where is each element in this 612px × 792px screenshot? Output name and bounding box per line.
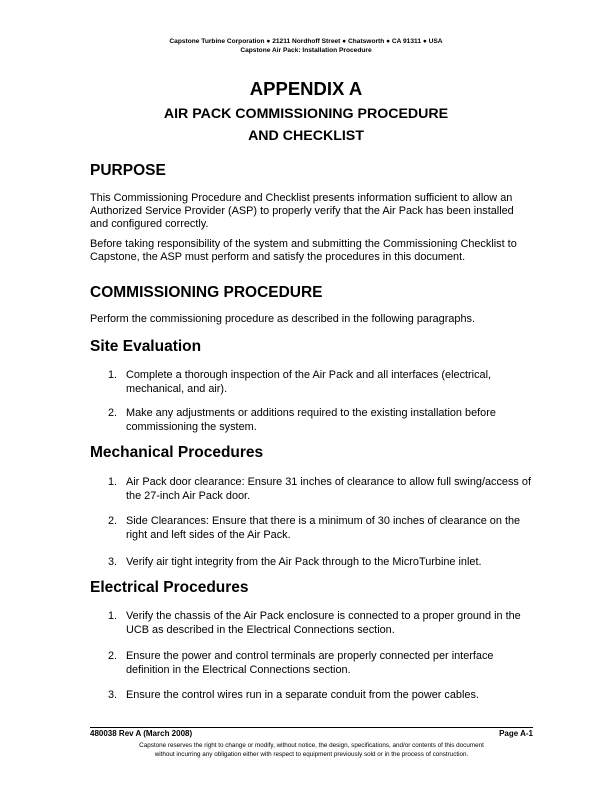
list-item-text: Verify the chassis of the Air Pack enclosure is connected to a proper ground in the UCB as described in the Electrical Connections section. [126,610,521,636]
list-item-number: 3. [108,556,118,568]
list-item-text: Make any adjustments or additions required to the existing installation before commissioning the system. [126,407,496,433]
list-item-text: Ensure the control wires run in a separate conduit from the power cables. [126,689,479,701]
footer-disclaimer-line2: without incurring any obligation either with respect to equipment previously sold or in the process of construction. [154,751,469,758]
list-item [108,476,533,503]
list-item [108,689,533,703]
header-address: Capstone Turbine Corporation ● 21211 Nordhoff Street ● Chatsworth ● CA 91311 ● USA [169,38,443,45]
purpose-paragraph-2: Before taking responsibility of the system and submitting the Commissioning Checklist to Capstone, the ASP must perform and satisfy the procedures in this document. [90,238,517,263]
purpose-heading: PURPOSE [90,162,166,179]
list-item-text: Complete a thorough inspection of the Air Pack and all interfaces (electrical, mechanical, and air). [126,369,492,395]
footer-disclaimer-line1: Capstone reserves the right to change or modify, without notice, the design, specifications, and/or contents of this document [139,742,484,749]
commissioning-heading: COMMISSIONING PROCEDURE [90,284,323,301]
footer-document-id: 480038 Rev A (March 2008) [90,729,193,738]
list-item [108,407,533,434]
header-doc-title: Capstone Air Pack: Installation Procedure [240,47,372,54]
appendix-subtitle-line2: AND CHECKLIST [248,128,364,144]
list-item [108,369,533,396]
appendix-subtitle-line1: AIR PACK COMMISSIONING PROCEDURE [163,106,449,122]
commissioning-paragraph: Perform the commissioning procedure as described in the following paragraphs. [90,313,476,325]
appendix-title: APPENDIX A [249,78,363,99]
list-item-number: 2. [108,650,118,662]
list-item [108,650,533,677]
electrical-procedures-heading: Electrical Procedures [90,579,249,596]
footer-page-number: Page A-1 [499,729,533,738]
list-item [108,610,533,637]
list-item-text: Ensure the power and control terminals are properly connected per interface definition in the Electrical Connections section. [126,650,494,676]
list-item-number: 2. [108,515,118,527]
site-evaluation-heading: Site Evaluation [90,338,202,355]
list-item-number: 3. [108,689,118,701]
list-item-text: Air Pack door clearance: Ensure 31 inches of clearance to allow full swing/access of the 27-inch Air Pack door. [126,476,531,502]
list-item-number: 1. [108,476,118,488]
list-item [108,556,533,570]
footer-divider [90,727,533,728]
mechanical-procedures-heading: Mechanical Procedures [90,444,264,461]
list-item-number: 2. [108,407,118,419]
list-item-number: 1. [108,369,118,381]
list-item-number: 1. [108,610,118,622]
list-item-text: Side Clearances: Ensure that there is a minimum of 30 inches of clearance on the right and left sides of the Air Pack. [126,515,521,541]
purpose-paragraph-1: This Commissioning Procedure and Checklist presents information sufficient to allow an Authorized Service Provider (ASP) to properly verify that the Air Pack has been installed and configured correctly. [90,192,514,230]
list-item [108,515,533,542]
list-item-text: Verify air tight integrity from the Air Pack through to the MicroTurbine inlet. [126,556,482,568]
